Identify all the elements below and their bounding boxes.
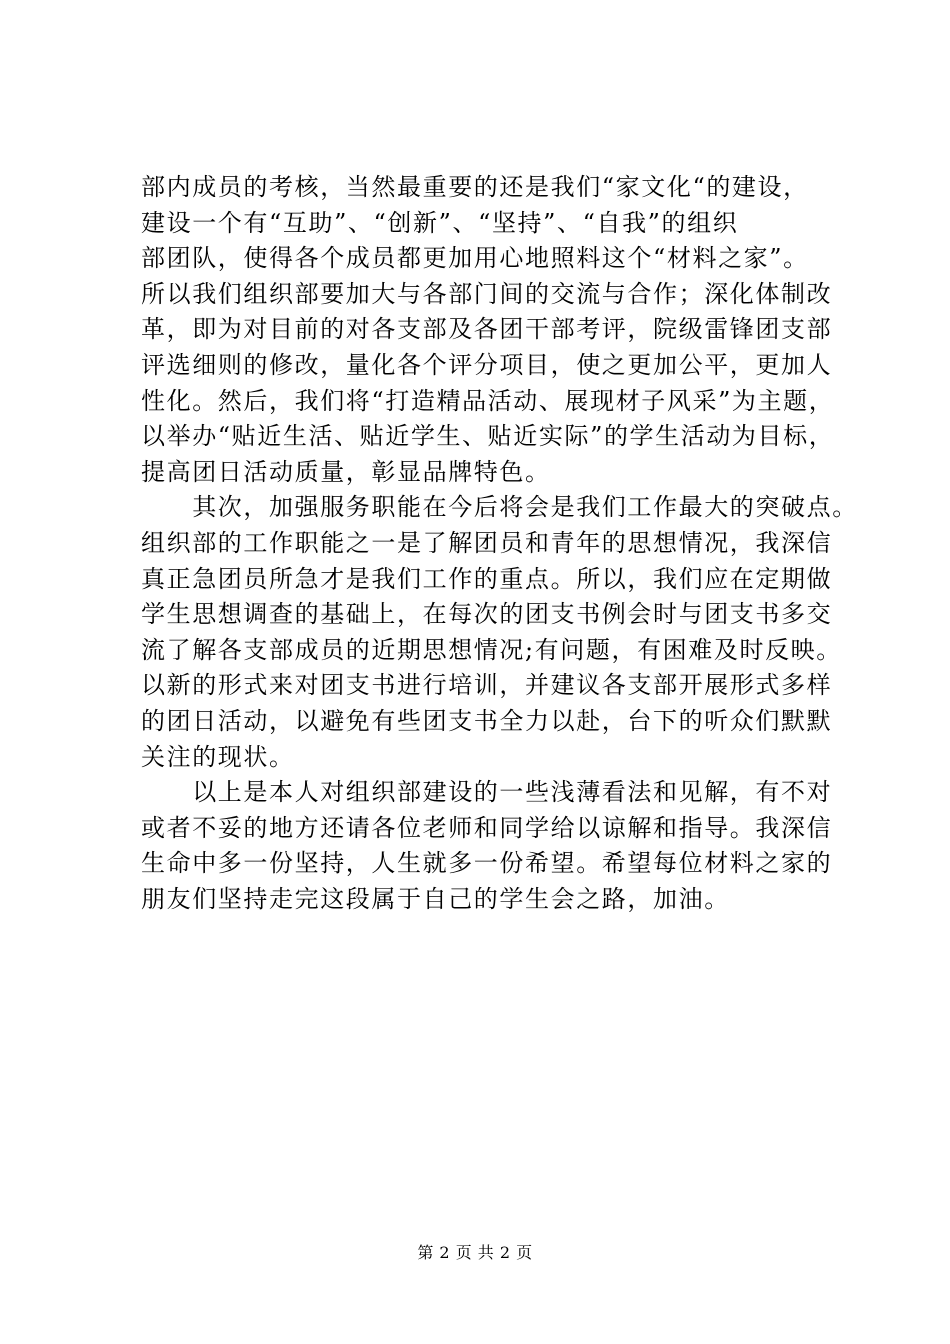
text-line: 或者不妥的地方还请各位老师和同学给以谅解和指导。我深信 — [141, 813, 833, 842]
text-line: 评选细则的修改，量化各个评分项目，使之更加公平，更加人 — [141, 350, 833, 379]
text-line: 部团队，使得各个成员都更加用心地照料这个“材料之家”。 — [141, 244, 809, 273]
page-number-footer: 第 2 页 共 2 页 — [417, 1243, 533, 1262]
text-line: 提高团日活动质量，彰显品牌特色。 — [141, 457, 551, 486]
text-line: 生命中多一份坚持，人生就多一份希望。希望每位材料之家的 — [141, 849, 833, 878]
text-line: 真正急团员所急才是我们工作的重点。所以，我们应在定期做 — [141, 564, 833, 593]
text-line: 关注的现状。 — [141, 742, 295, 771]
text-line: 以举办“贴近生活、贴近学生、贴近实际”的学生活动为目标， — [141, 422, 835, 451]
text-line: 部内成员的考核，当然最重要的还是我们“家文化“的建设， — [141, 173, 809, 201]
text-line: 其次，加强服务职能在今后将会是我们工作最大的突破点。 — [141, 493, 858, 522]
text-line: 以新的形式来对团支书进行培训，并建议各支部开展形式多样 — [141, 671, 833, 700]
text-line: 的团日活动，以避免有些团支书全力以赴，台下的听众们默默 — [141, 706, 833, 735]
text-line: 建设一个有“互助”、“创新”、“坚持”、“自我”的组织 — [141, 208, 739, 237]
text-line: 流了解各支部成员的近期思想情况;有问题，有困难及时反映。 — [141, 635, 842, 664]
text-line: 学生思想调查的基础上，在每次的团支书例会时与团支书多交 — [141, 600, 833, 629]
text-line: 组织部的工作职能之一是了解团员和青年的思想情况，我深信 — [141, 528, 833, 557]
text-line: 所以我们组织部要加大与各部门间的交流与合作；深化体制改 — [141, 279, 833, 308]
text-line: 革，即为对目前的对各支部及各团干部考评，院级雷锋团支部 — [141, 315, 833, 344]
text-line: 以上是本人对组织部建设的一些浅薄看法和见解，有不对 — [141, 778, 833, 807]
body-text — [141, 170, 861, 917]
text-line: 朋友们坚持走完这段属于自己的学生会之路，加油。 — [141, 884, 730, 913]
text-line: 性化。然后，我们将“打造精品活动、展现材子风采”为主题， — [141, 386, 835, 415]
